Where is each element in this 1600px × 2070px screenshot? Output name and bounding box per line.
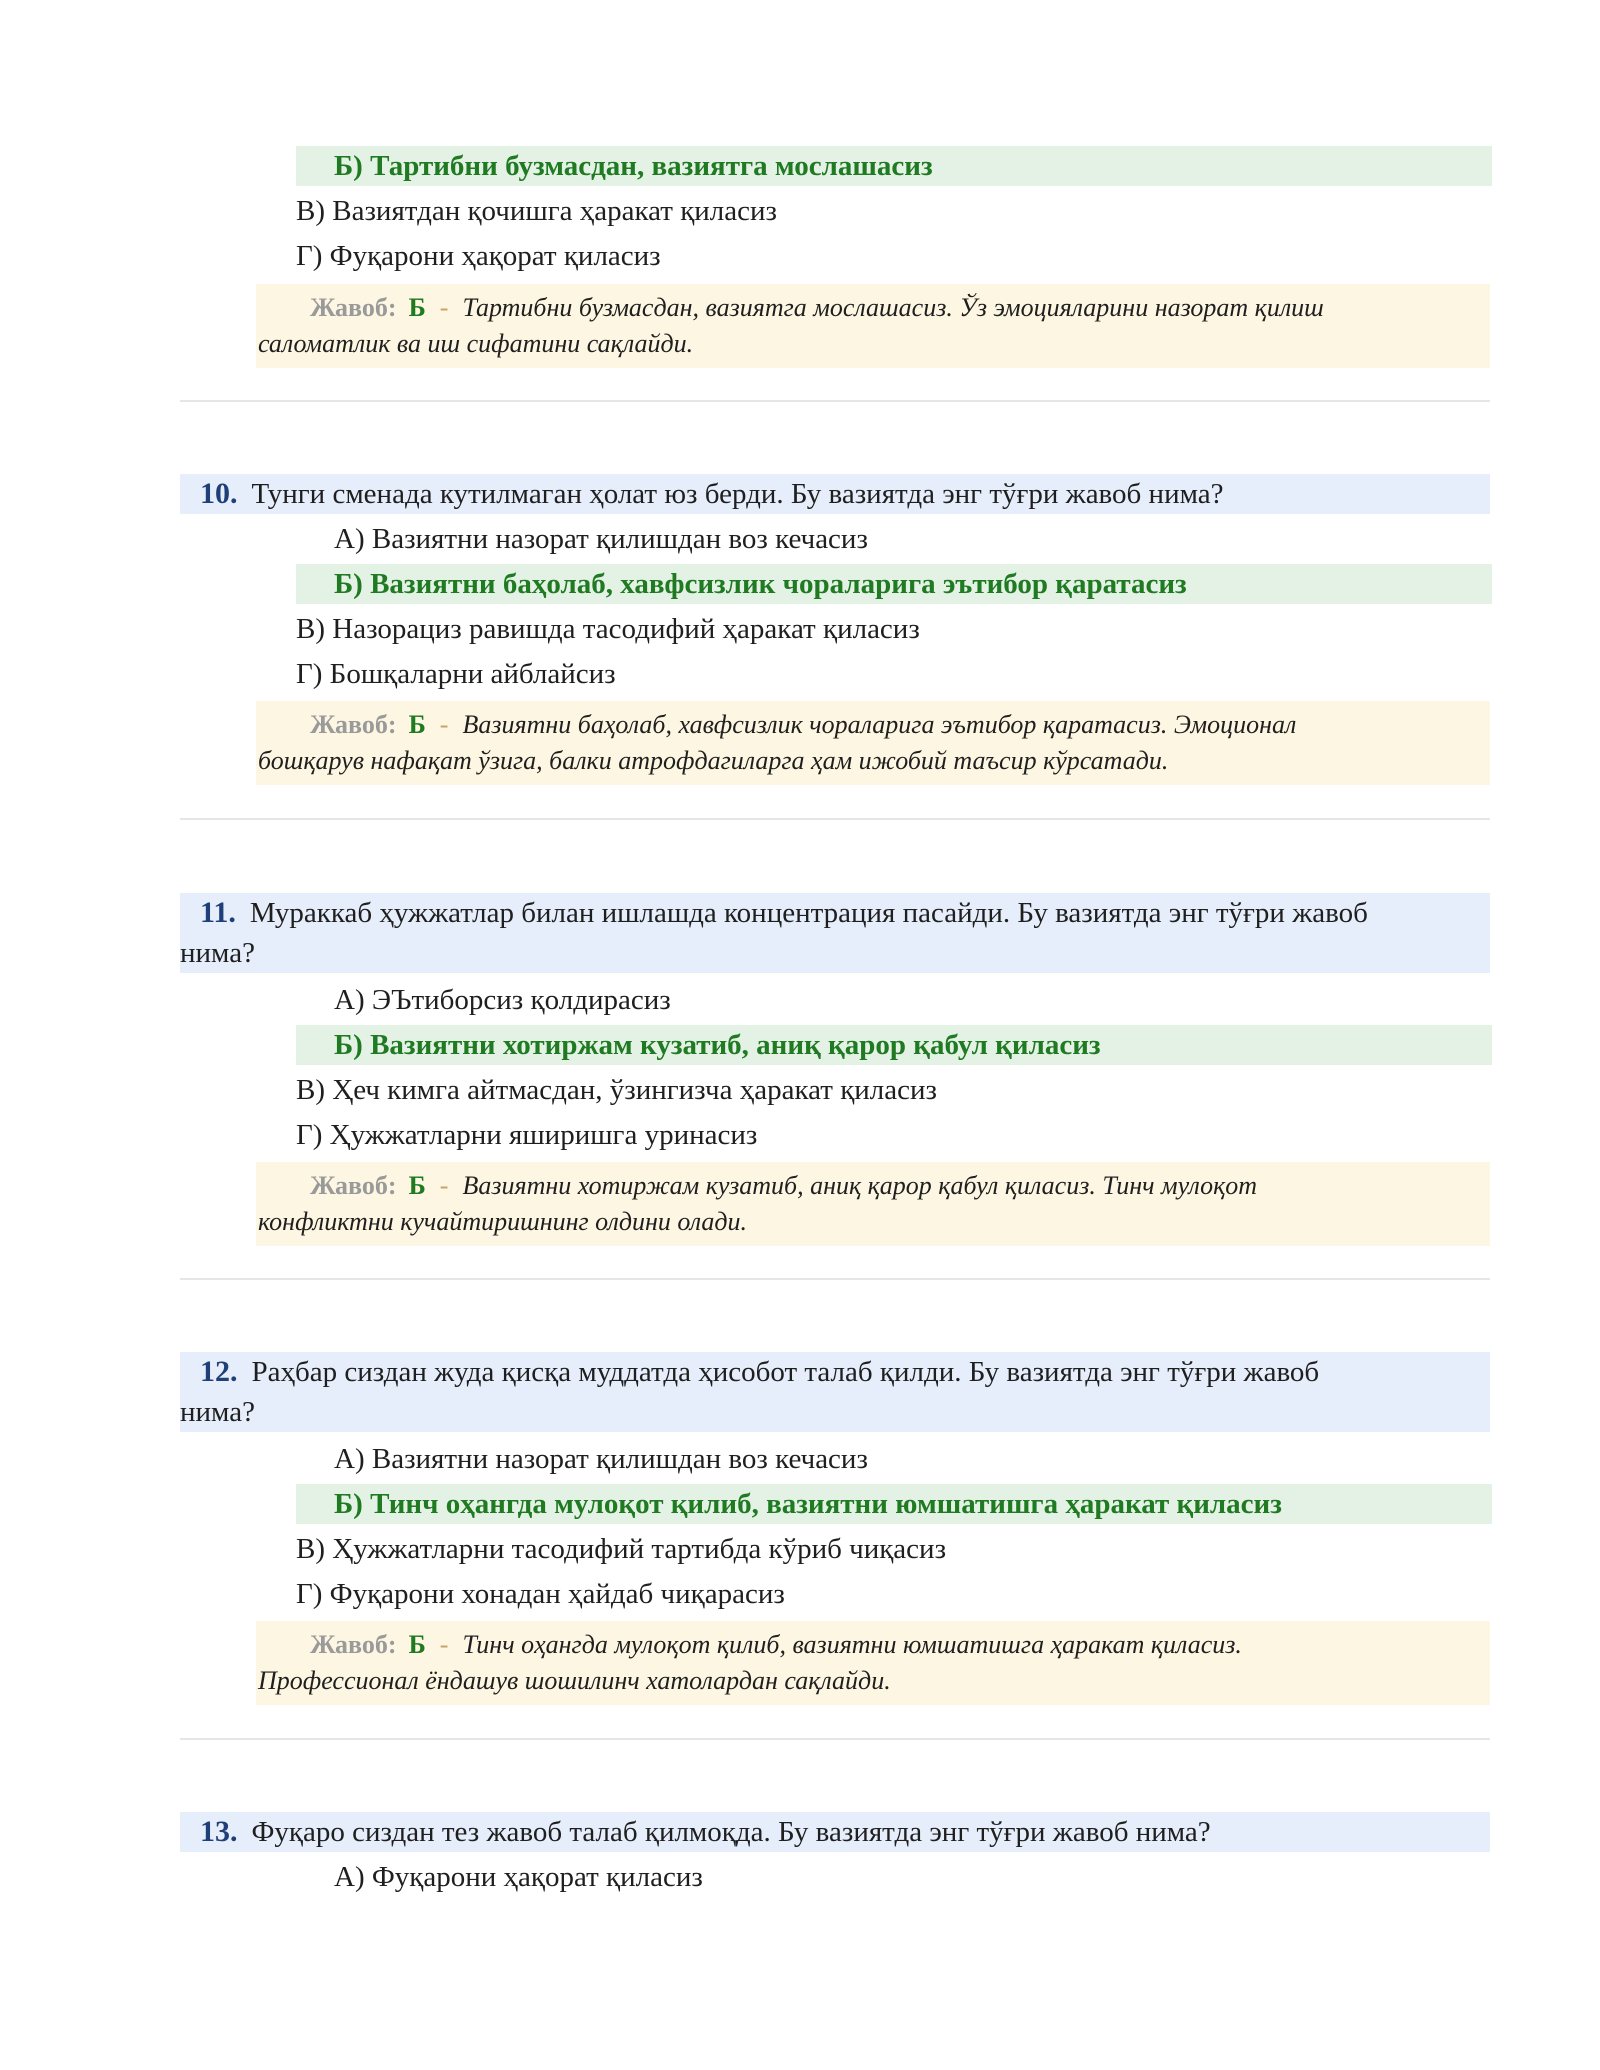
- option-b-correct[interactable]: Б) Тартибни бузмасдан, вазиятга мослашасиз: [296, 146, 1492, 186]
- question-text: Тунги сменада кутилмаган ҳолат юз берди. Бу вазиятда энг тўғри жавоб нима?: [251, 478, 1224, 510]
- option-v[interactable]: В) Ҳужжатларни тасодифий тартибда кўриб чиқасиз: [296, 1533, 947, 1565]
- question-text: Фуқаро сиздан тез жавоб талаб қилмоқда. Бу вазиятда энг тўғри жавоб нима?: [251, 1816, 1211, 1848]
- option-b-correct[interactable]: Б) Вазиятни хотиржам кузатиб, аниқ қарор қабул қиласиз: [296, 1025, 1492, 1065]
- option-b-correct[interactable]: Б) Вазиятни баҳолаб, хавфсизлик чораларига эътибор қаратасиз: [296, 564, 1492, 604]
- divider: [180, 400, 1490, 402]
- answer-letter: Б: [408, 1630, 426, 1659]
- answer-label: Жавоб:: [310, 710, 397, 739]
- question-text-line1: Раҳбар сиздан жуда қисқа муддатда ҳисобот талаб қилди. Бу вазиятда энг тўғри жавоб: [251, 1356, 1320, 1388]
- answer-box: [256, 1621, 1490, 1705]
- question-text-line2: нима?: [180, 937, 255, 969]
- option-a[interactable]: А) Фуқарони ҳақорат қиласиз: [334, 1861, 703, 1893]
- answer-box: [256, 284, 1490, 368]
- answer-label: Жавоб:: [310, 293, 397, 322]
- answer-box: [256, 701, 1490, 785]
- option-g[interactable]: Г) Фуқарони ҳақорат қиласиз: [296, 240, 661, 272]
- option-v[interactable]: В) Назорациз равишда тасодифий ҳаракат қиласиз: [296, 613, 920, 645]
- divider: [180, 1738, 1490, 1740]
- option-a[interactable]: А) Вазиятни назорат қилишдан воз кечасиз: [334, 523, 868, 555]
- option-a[interactable]: А) ЭЪтиборсиз қолдирасиз: [334, 984, 671, 1016]
- option-g[interactable]: Г) Фуқарони хонадан ҳайдаб чиқарасиз: [296, 1578, 785, 1610]
- answer-letter: Б: [408, 1171, 426, 1200]
- question-number: 12.: [200, 1355, 238, 1388]
- question-text-line1: Мураккаб ҳужжатлар билан ишлашда концентрация пасайди. Бу вазиятда энг тўғри жавоб: [249, 897, 1368, 929]
- answer-explanation-line2: конфликтни кучайтиришнинг олдини олади.: [258, 1207, 748, 1236]
- question-text-line2: нима?: [180, 1396, 255, 1428]
- answer-explanation-line1: Тартибни бузмасдан, вазиятга мослашасиз. Ўз эмоцияларини назорат қилиш: [462, 293, 1324, 322]
- question-13: [180, 1812, 1490, 1852]
- answer-explanation-line1: Вазиятни хотиржам кузатиб, аниқ қарор қабул қиласиз. Тинч мулоқот: [462, 1171, 1258, 1200]
- question-11: [180, 893, 1490, 973]
- option-b-correct[interactable]: Б) Тинч оҳангда мулоқот қилиб, вазиятни юмшатишга ҳаракат қиласиз: [296, 1484, 1492, 1524]
- option-g[interactable]: Г) Ҳужжатларни яширишга уринасиз: [296, 1119, 758, 1151]
- answer-dash: -: [439, 1171, 449, 1200]
- answer-label: Жавоб:: [310, 1171, 397, 1200]
- question-number: 10.: [200, 477, 238, 510]
- answer-explanation-line1: Тинч оҳангда мулоқот қилиб, вазиятни юмшатишга ҳаракат қиласиз.: [462, 1630, 1242, 1659]
- answer-letter: Б: [408, 710, 426, 739]
- option-a[interactable]: А) Вазиятни назорат қилишдан воз кечасиз: [334, 1443, 868, 1475]
- answer-label: Жавоб:: [310, 1630, 397, 1659]
- question-number: 13.: [200, 1815, 238, 1848]
- answer-dash: -: [439, 1630, 449, 1659]
- option-g[interactable]: Г) Бошқаларни айблайсиз: [296, 658, 616, 690]
- answer-box: [256, 1162, 1490, 1246]
- question-12: [180, 1352, 1490, 1432]
- option-v[interactable]: В) Ҳеч кимга айтмасдан, ўзингизча ҳаракат қиласиз: [296, 1074, 937, 1106]
- question-10: [180, 474, 1490, 514]
- answer-dash: -: [439, 710, 449, 739]
- option-v[interactable]: В) Вазиятдан қочишга ҳаракат қиласиз: [296, 195, 777, 227]
- answer-dash: -: [439, 293, 449, 322]
- answer-explanation-line2: бошқарув нафақат ўзига, балки атрофдагиларга ҳам ижобий таъсир кўрсатади.: [258, 746, 1169, 775]
- question-number: 11.: [200, 896, 236, 929]
- answer-explanation-line2: саломатлик ва иш сифатини сақлайди.: [258, 329, 694, 358]
- answer-explanation-line1: Вазиятни баҳолаб, хавфсизлик чораларига эътибор қаратасиз. Эмоционал: [462, 710, 1297, 739]
- answer-explanation-line2: Профессионал ёндашув шошилинч хатолардан сақлайди.: [258, 1666, 891, 1695]
- divider: [180, 1278, 1490, 1280]
- divider: [180, 818, 1490, 820]
- answer-letter: Б: [408, 293, 426, 322]
